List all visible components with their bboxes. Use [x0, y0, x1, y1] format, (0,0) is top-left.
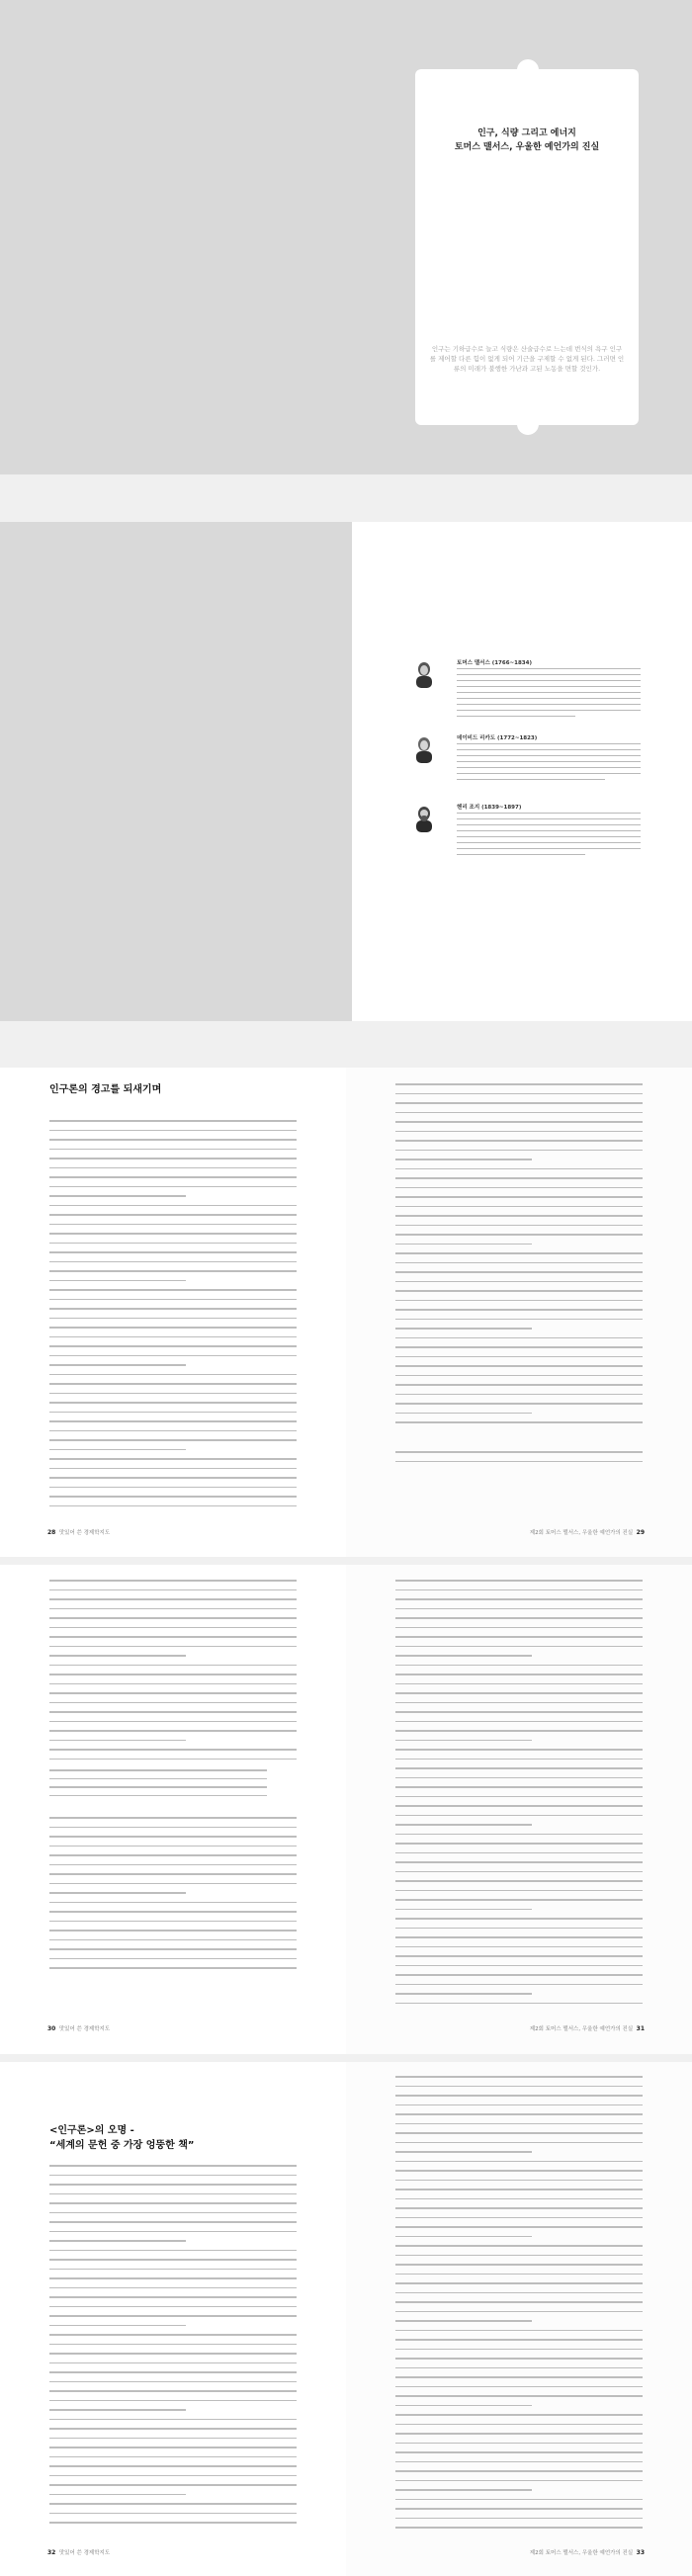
text-line [49, 1270, 297, 1272]
text-line [49, 1817, 297, 1819]
chapter-title-line2: 토머스 맬서스, 우울한 예언가의 진실 [454, 142, 600, 152]
text-line [395, 2405, 532, 2407]
text-line [49, 2503, 297, 2505]
text-line [49, 2334, 297, 2336]
text-line [49, 2484, 297, 2486]
portrait-ricardo [413, 735, 435, 763]
text-line [395, 2264, 643, 2266]
text-line [49, 1374, 297, 1376]
text-line [49, 1430, 297, 1432]
text-line [395, 1843, 643, 1845]
text-line [49, 1967, 297, 1969]
text-line [395, 1984, 643, 1986]
text-line [395, 1749, 643, 1751]
text-line [49, 1308, 297, 1310]
text-line [395, 1403, 643, 1405]
text-line [395, 1365, 643, 1367]
text-line [49, 2165, 297, 2167]
text-line [395, 1394, 643, 1396]
text-line [49, 1655, 186, 1657]
text-line [395, 2301, 643, 2303]
text-line [49, 2353, 297, 2355]
text-line [395, 1177, 643, 1179]
text-line [395, 1702, 643, 1704]
text-line [395, 1252, 643, 1254]
text-line [395, 2451, 643, 2453]
page-30 [0, 1565, 346, 2054]
folio-33: 제2회 토머스 맬서스, 우울한 예언가의 진실 33 [529, 2549, 645, 2556]
text-line [395, 2386, 643, 2388]
text-line [395, 1861, 643, 1863]
text-line [395, 1121, 643, 1123]
text-line [49, 1195, 186, 1197]
text-line [49, 1383, 297, 1385]
text-line [49, 1251, 297, 1253]
text-line [49, 1854, 297, 1856]
text-line [395, 2367, 643, 2369]
card-notch-bottom [517, 413, 539, 435]
text-line [395, 2311, 643, 2313]
text-line [49, 1243, 297, 1245]
portrait-malthus [413, 660, 435, 688]
text-line [49, 2447, 297, 2448]
text-line [395, 2480, 643, 2482]
text-line [49, 1795, 267, 1797]
text-line [395, 1187, 643, 1189]
text-line [49, 1958, 297, 1960]
text-line [49, 1627, 297, 1629]
text-line [395, 1617, 643, 1619]
text-line [395, 1375, 643, 1377]
text-line [395, 1955, 643, 1957]
text-line [49, 1711, 297, 1713]
text-line [49, 1402, 297, 1404]
text-line [395, 1815, 643, 1817]
text-line [395, 1206, 643, 1208]
text-line [395, 1196, 643, 1198]
text-line [49, 1939, 297, 1941]
text-line [395, 1413, 532, 1415]
text-line [49, 1608, 297, 1610]
text-line [395, 2320, 532, 2322]
text-line [49, 1836, 297, 1838]
card-notch-top [517, 59, 539, 81]
text-line [395, 1328, 532, 1330]
text-line [395, 2226, 643, 2228]
text-line [49, 1167, 297, 1169]
text-line [395, 2443, 643, 2445]
text-line [49, 1176, 297, 1178]
text-line [49, 2231, 297, 2233]
text-line [395, 1131, 643, 1133]
text-line [395, 2189, 643, 2190]
text-line [395, 2376, 643, 2378]
text-line [49, 2184, 297, 2186]
text-line [49, 1318, 297, 1320]
bio-entry-ricardo [413, 733, 643, 793]
bio-left-page [0, 522, 352, 1021]
chapter-epigraph: 인구는 기하급수로 늘고 식량은 산술급수로 느는데 번식의 욕구 인구를 제어할 다른 힘이 없게 되어 기근을 구제할 수 없게 된다. 그러면 인류의 미래가 불행한 가난과 고된 노동을 면할 것인가. [429, 345, 625, 373]
chapter-cover-page [0, 0, 692, 474]
text-line [49, 2287, 297, 2289]
text-line [49, 1864, 297, 1866]
text-line [395, 1674, 643, 1675]
text-line [49, 1598, 297, 1600]
text-line [395, 1965, 643, 1967]
text-line [49, 1420, 297, 1422]
text-line [395, 1646, 643, 1648]
bio-entry-malthus [413, 658, 643, 728]
text-line [49, 1883, 297, 1885]
text-line [49, 1458, 297, 1460]
text-line [395, 1461, 643, 1463]
text-line [395, 2198, 643, 2200]
text-line [395, 1993, 532, 1995]
text-line [395, 2489, 532, 2491]
text-line [49, 1911, 297, 1913]
text-line [395, 2095, 643, 2097]
folio-28: 28 맛있어 쓴 경제학지도 [47, 1529, 111, 1536]
text-line [49, 2428, 297, 2430]
text-line [49, 1505, 297, 1507]
text-line [395, 2151, 532, 2153]
text-line [395, 2161, 643, 2163]
text-line [395, 1319, 643, 1321]
text-line [395, 1909, 532, 1911]
text-line [49, 1683, 297, 1685]
text-line [49, 2494, 186, 2496]
text-line [395, 1451, 643, 1453]
text-line [49, 1873, 297, 1875]
text-line [49, 1449, 186, 1451]
text-line [395, 1234, 643, 1236]
text-line [395, 1740, 532, 1742]
text-line [49, 1930, 297, 1932]
text-line [49, 1280, 186, 1282]
text-line [395, 1225, 643, 1227]
text-line [395, 1346, 643, 1348]
bio-name: 토머스 맬서스 (1766~1834) [457, 660, 532, 666]
text-line [395, 2245, 643, 2247]
text-line [395, 1093, 643, 1095]
text-line [49, 2513, 297, 2515]
text-line [49, 1120, 297, 1122]
text-line [49, 1205, 297, 1207]
bio-name: 헨리 조지 (1839~1897) [457, 805, 522, 811]
text-line [49, 1496, 297, 1498]
text-line [49, 1759, 297, 1760]
text-line [395, 1824, 532, 1826]
text-line [395, 1852, 643, 1854]
text-line [49, 2390, 297, 2392]
section-title: 인구론의 경고를 되새기며 [49, 1084, 162, 1095]
text-line [49, 1921, 297, 1923]
text-line [395, 1262, 643, 1264]
text-line [395, 2508, 643, 2510]
text-line [395, 1946, 643, 1948]
text-line [49, 1769, 267, 1771]
text-line [395, 1608, 643, 1610]
text-line [49, 1692, 297, 1694]
text-line [49, 1186, 297, 1188]
text-line [395, 2282, 643, 2284]
text-line [49, 2465, 297, 2467]
text-line [49, 2296, 297, 2298]
text-line [395, 2499, 643, 2501]
text-line [395, 1871, 643, 1873]
text-line [49, 1261, 297, 1263]
text-line [395, 2424, 643, 2426]
chapter-title [425, 127, 629, 154]
text-line [49, 2193, 297, 2195]
text-line [395, 1928, 643, 1930]
text-line [49, 1336, 297, 1338]
folio-32: 32 맛있어 쓴 경제학지도 [47, 2549, 111, 2556]
text-line [395, 1777, 643, 1779]
text-line [49, 2456, 297, 2458]
text-line [395, 2292, 643, 2294]
text-line [395, 2255, 643, 2257]
text-line [49, 1158, 297, 1159]
text-line [395, 2433, 643, 2435]
text-line [49, 1412, 297, 1414]
text-line [395, 2330, 643, 2332]
text-line [395, 2461, 643, 2463]
text-line [395, 1168, 643, 1170]
text-line [49, 1289, 297, 1291]
text-line [49, 1636, 297, 1638]
page-28 [0, 1068, 346, 1557]
text-line [49, 1674, 297, 1675]
text-line [395, 1102, 643, 1104]
text-line [49, 2522, 297, 2524]
text-line [395, 1655, 532, 1657]
text-line [395, 1580, 643, 1582]
text-line [395, 1112, 643, 1114]
text-line [395, 2142, 643, 2144]
text-line [395, 1384, 643, 1386]
text-line [395, 2180, 643, 2182]
text-line [395, 1936, 643, 1938]
text-line [395, 1309, 643, 1311]
text-line [49, 2175, 297, 2177]
text-line [49, 1892, 186, 1894]
text-line [395, 2470, 643, 2472]
text-line [395, 2132, 643, 2134]
chapter-title-line1: 인구, 식량 그리고 에너지 [477, 129, 576, 138]
folio-30: 30 맛있어 쓴 경제학지도 [47, 2025, 111, 2032]
text-line [395, 1598, 643, 1600]
text-line [395, 2518, 643, 2520]
text-line [395, 1636, 643, 1638]
folio-29: 제2회 토머스 맬서스, 우울한 예언가의 진실 29 [529, 1529, 645, 1536]
section-title: <인구론>의 오명 - “세계의 문헌 중 가장 엉뚱한 책” [49, 2125, 195, 2151]
text-line [49, 1345, 297, 1347]
text-line [395, 2113, 643, 2115]
text-line [49, 2240, 186, 2242]
text-line [49, 2277, 297, 2279]
text-line [49, 2381, 297, 2383]
text-line [49, 2409, 186, 2411]
text-line [395, 1767, 643, 1769]
text-line [395, 1589, 643, 1591]
bio-entry-george [413, 803, 643, 868]
text-line [395, 1711, 643, 1713]
text-line [395, 1918, 643, 1920]
text-line [49, 1740, 186, 1742]
text-line [49, 2315, 297, 2317]
text-line [395, 2086, 643, 2088]
text-line [49, 2400, 297, 2402]
text-line [49, 1327, 297, 1329]
text-line [395, 2349, 643, 2351]
text-line [49, 2325, 186, 2327]
text-line [49, 1149, 297, 1151]
text-line [49, 2259, 297, 2261]
text-line [395, 1337, 643, 1339]
text-line [49, 1749, 297, 1751]
portrait-george [413, 805, 435, 832]
text-line [395, 2207, 643, 2209]
text-line [395, 1796, 643, 1798]
text-line [49, 1665, 297, 1667]
text-line [395, 1290, 643, 1292]
text-line [395, 1271, 643, 1273]
text-line [395, 1356, 643, 1358]
text-line [395, 2003, 643, 2005]
text-line [49, 1355, 297, 1357]
text-line [49, 1902, 297, 1904]
text-line [49, 1589, 297, 1591]
text-line [49, 1702, 297, 1704]
text-line [49, 1477, 297, 1479]
text-line [49, 1730, 297, 1732]
text-line [395, 2170, 643, 2172]
text-line [395, 1805, 643, 1807]
text-line [395, 2414, 643, 2416]
text-line [49, 2475, 297, 2477]
text-line [395, 2104, 643, 2106]
bio-name: 데이비드 리카도 (1772~1823) [457, 735, 538, 741]
text-line [49, 2306, 297, 2308]
text-line [395, 2358, 643, 2360]
text-line [395, 1974, 643, 1976]
text-line [49, 1786, 267, 1788]
text-line [395, 1421, 643, 1423]
text-line [395, 1300, 643, 1302]
text-line [395, 1721, 643, 1723]
text-line [395, 1786, 643, 1788]
text-line [49, 1468, 297, 1470]
text-line [395, 1150, 643, 1152]
text-line [49, 1439, 297, 1441]
text-line [49, 1846, 297, 1847]
text-line [49, 2269, 297, 2271]
text-line [395, 1244, 532, 1245]
text-line [49, 1617, 297, 1619]
text-line [49, 2221, 297, 2223]
text-line [49, 1948, 297, 1950]
text-line [49, 2202, 297, 2204]
text-line [49, 1827, 297, 1829]
text-line [49, 2438, 297, 2440]
text-line [49, 2371, 297, 2373]
text-line [395, 2274, 643, 2275]
text-line [395, 1899, 643, 1901]
text-line [49, 1580, 297, 1582]
text-line [395, 1834, 643, 1836]
text-line [395, 2076, 643, 2078]
text-line [395, 1627, 643, 1629]
text-line [395, 1140, 643, 1142]
text-line [49, 2419, 297, 2421]
text-line [395, 1159, 532, 1160]
text-line [49, 2362, 297, 2364]
text-line [49, 1214, 297, 1216]
folio-31: 제2회 토머스 맬서스, 우울한 예언가의 진실 31 [529, 2025, 645, 2032]
text-line [49, 1299, 297, 1301]
text-line [395, 2395, 643, 2397]
text-line [395, 2217, 643, 2219]
text-line [395, 1759, 643, 1760]
text-line [49, 1233, 297, 1235]
text-line [49, 1778, 267, 1780]
text-line [395, 1890, 643, 1892]
text-line [395, 1683, 643, 1685]
text-line [49, 1721, 297, 1723]
text-line [395, 1880, 643, 1882]
text-line [49, 2250, 297, 2252]
text-line [395, 1281, 643, 1283]
text-line [395, 1083, 643, 1085]
text-line [49, 1224, 297, 1226]
text-line [49, 1487, 297, 1489]
text-line [49, 1646, 297, 1648]
text-line [49, 1393, 297, 1395]
text-line [395, 2339, 643, 2341]
text-line [395, 1665, 643, 1667]
text-line [49, 2212, 297, 2214]
text-line [49, 1364, 186, 1366]
text-line [49, 1130, 297, 1132]
text-line [49, 2344, 297, 2346]
text-line [395, 1730, 643, 1732]
text-line [395, 1692, 643, 1694]
text-line [395, 1215, 643, 1217]
text-line [49, 1139, 297, 1141]
text-line [395, 2123, 643, 2125]
text-line [395, 2527, 643, 2529]
page-31 [346, 1565, 692, 2054]
text-line [395, 2236, 532, 2238]
